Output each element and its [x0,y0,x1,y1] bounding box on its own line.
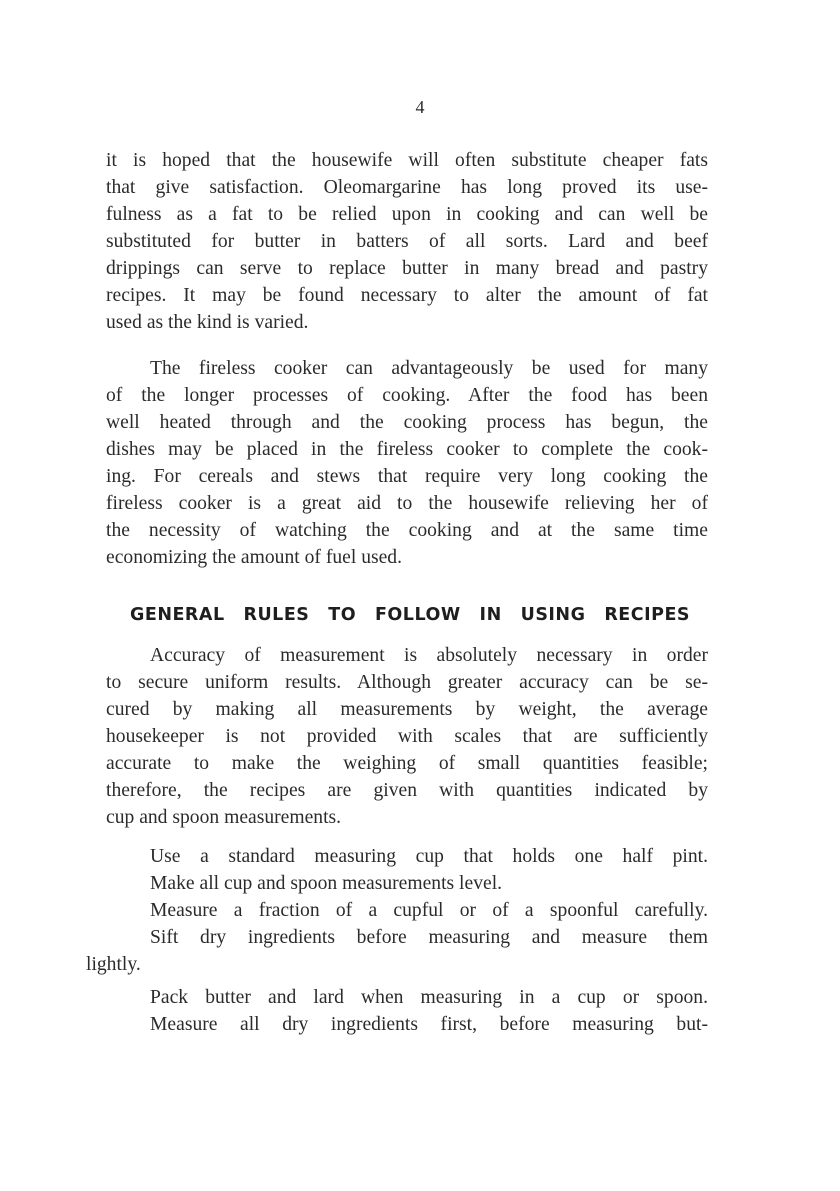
paragraph-1-line-7: used as the kind is varied. [106,312,309,333]
page-number: 4 [415,97,425,117]
paragraph-1-line-2: that give satisfaction. Oleomargarine has long proved its use- [106,177,708,198]
rule-sift-dry: Sift dry ingredients before measuring and measure them [150,927,708,948]
paragraph-3-line-2: to secure uniform results. Although greater accuracy can be se- [106,672,708,693]
paragraph-3-line-5: accurate to make the weighing of small quantities feasible; [106,753,708,774]
paragraph-1-line-5: drippings can serve to replace butter in many bread and pastry [106,258,708,279]
paragraph-3-line-4: housekeeper is not provided with scales that are sufficiently [106,726,708,747]
paragraph-2-line-1: The fireless cooker can advantageously be used for many [150,358,708,379]
rule-measure-dry-first: Measure all dry ingredients first, before measuring but- [150,1014,708,1035]
paragraph-2-line-7: the necessity of watching the cooking and at the same time [106,520,708,541]
paragraph-3-line-3: cured by making all measurements by weight, the average [106,699,708,720]
paragraph-2-line-2: of the longer processes of cooking. After the food has been [106,385,708,406]
paragraph-3-line-6: therefore, the recipes are given with quantities indicated by [106,780,708,801]
paragraph-1-line-3: fulness as a fat to be relied upon in cooking and can well be [106,204,708,225]
section-heading: GENERAL RULES TO FOLLOW IN USING RECIPES [130,605,690,625]
paragraph-3-line-1: Accuracy of measurement is absolutely necessary in order [150,645,708,666]
paragraph-2-line-6: fireless cooker is a great aid to the housewife relieving her of [106,493,708,514]
rule-pack-butter: Pack butter and lard when measuring in a cup or spoon. [150,987,708,1008]
paragraph-2-line-5: ing. For cereals and stews that require very long cooking the [106,466,708,487]
paragraph-1-line-1: it is hoped that the housewife will often substitute cheaper fats [106,150,708,171]
paragraph-2-line-3: well heated through and the cooking process has begun, the [106,412,708,433]
paragraph-2-line-8: economizing the amount of fuel used. [106,547,403,568]
paragraph-1-line-4: substituted for butter in batters of all sorts. Lard and beef [106,231,708,252]
rule-level-measurements: Make all cup and spoon measurements level. [150,873,503,894]
paragraph-1-line-6: recipes. It may be found necessary to alter the amount of fat [106,285,708,306]
rule-sift-dry-continued: lightly. [86,954,141,975]
rule-standard-cup: Use a standard measuring cup that holds one half pint. [150,846,708,867]
paragraph-3-line-7: cup and spoon measurements. [106,807,342,828]
rule-measure-fraction: Measure a fraction of a cupful or of a spoonful carefully. [150,900,708,921]
paragraph-2-line-4: dishes may be placed in the fireless cooker to complete the cook- [106,439,708,460]
